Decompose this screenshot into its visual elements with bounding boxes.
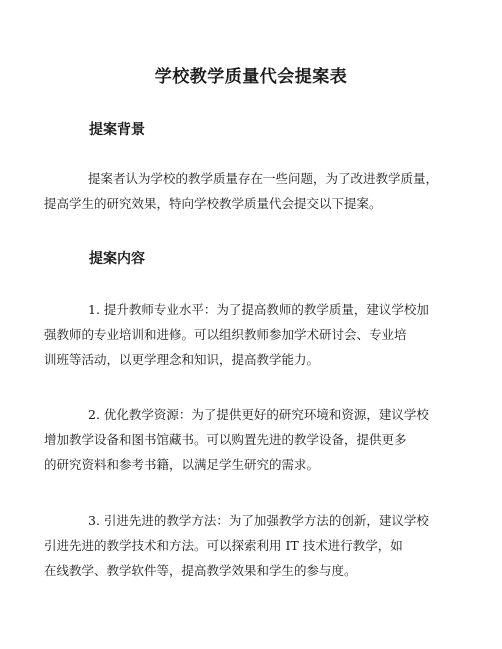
paragraph-line: 1. 提升教师专业水平：为了提高教师的教学质量，建议学校加: [88, 302, 429, 317]
proposal-item-1: [44, 297, 429, 372]
document-title: 学校教学质量代会提案表: [154, 67, 348, 87]
section-heading-content: 提案内容: [89, 251, 145, 267]
paragraph-line: 在线教学、教学软件等，提高教学效果和学生的参与度。: [44, 563, 357, 578]
paragraph-line: 训班等活动，以更学理念和知识，提高教学能力。: [44, 352, 320, 367]
paragraph-line: 提高学生的研究效果，特向学校教学质量代会提交以下提案。: [44, 196, 382, 211]
paragraph-line: 强教师的专业培训和进修。可以组织教师参加学术研讨会、专业培: [44, 327, 407, 342]
paragraph-line: 引进先进的教学技术和方法。可以探索利用 IT 技术进行教学，如: [44, 538, 403, 553]
proposal-item-2: [44, 402, 429, 477]
paragraph-line: 的研究资料和参考书籍，以满足学生研究的需求。: [44, 457, 320, 472]
paragraph-line: 3. 引进先进的教学方法：为了加强教学方法的创新，建议学校: [88, 513, 429, 528]
paragraph-line: 2. 优化教学资源：为了提供更好的研究环境和资源，建议学校: [88, 407, 429, 422]
background-paragraph: [44, 166, 438, 216]
section-heading-background: 提案背景: [89, 122, 145, 138]
paragraph-line: 增加教学设备和图书馆藏书。可以购置先进的教学设备，提供更多: [44, 432, 407, 447]
proposal-item-3: [44, 508, 429, 583]
paragraph-line: 提案者认为学校的教学质量存在一些问题，为了改进教学质量，: [88, 171, 439, 186]
